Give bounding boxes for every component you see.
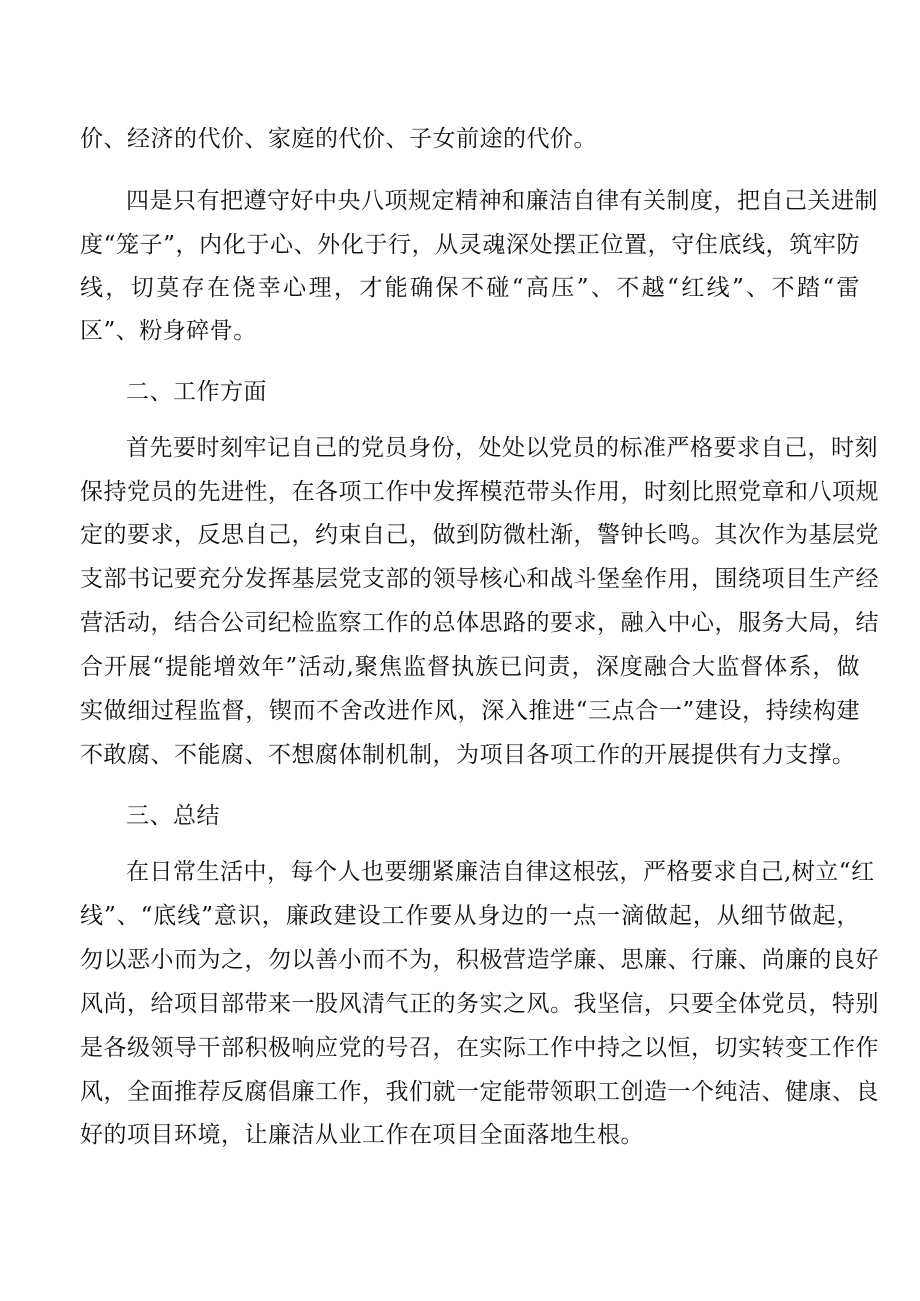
paragraph-line: 风尚，给项目部带来一股风清气正的务实之风。我坚信，只要全体党员，特别 [80,991,879,1017]
paragraph-line: 线”、“底线”意识，廉政建设工作要从身边的一点一滴做起，从细节做起， [80,903,860,929]
paragraph-line: 勿以恶小而为之，勿以善小而不为，积极营造学廉、思廉、行廉、尚廉的良好 [80,947,879,973]
section-heading: 二、工作方面 [126,379,267,405]
paragraph-line: 保持党员的先进性，在各项工作中发挥模范带头作用，时刻比照党章和八项规 [80,479,879,505]
paragraph-line: 定的要求，反思自己，约束自己，做到防微杜渐，警钟长鸣。其次作为基层党 [80,522,879,548]
paragraph-line: 首先要时刻牢记自己的党员身份，处处以党员的标准严格要求自己，时刻 [126,435,878,461]
paragraph-line: 是各级领导干部积极响应党的号召，在实际工作中持之以恒，切实转变工作作 [80,1035,879,1061]
paragraph-line: 在日常生活中，每个人也要绷紧廉洁自律这根弦，严格要求自己,树立“红 [126,859,875,885]
paragraph-line: 营活动，结合公司纪检监察工作的总体思路的要求，融入中心，服务大局，结 [80,610,879,636]
paragraph-line: 区”、粉身碎骨。 [80,318,257,344]
section-heading: 三、总结 [126,803,220,829]
paragraph-line: 度“笼子”，内化于心、外化于行，从灵魂深处摆正位置，守住底线，筑牢防 [80,232,860,258]
paragraph-line: 价、经济的代价、家庭的代价、子女前途的代价。 [80,126,597,152]
paragraph-line: 支部书记要充分发挥基层党支部的领导核心和战斗堡垒作用，围绕项目生产经 [80,566,879,592]
paragraph-line: 实做细过程监督，锲而不舍改进作风，深入推进“三点合一”建设，持续构建 [80,698,860,724]
paragraph-line: 不敢腐、不能腐、不想腐体制机制，为项目各项工作的开展提供有力支撑。 [80,742,856,768]
paragraph-line: 好的项目环境，让廉洁从业工作在项目全面落地生根。 [80,1122,644,1148]
paragraph-line: 线，切莫存在侥幸心理，才能确保不碰“高压”、不越“红线”、不踏“雷 [80,275,860,301]
paragraph-line: 合开展“提能增效年”活动,聚焦监督执族已问责，深度融合大监督体系，做 [80,654,860,680]
paragraph-line: 四是只有把遵守好中央八项规定精神和廉洁自律有关制度，把自己关进制 [126,188,878,214]
paragraph-line: 风，全面推荐反腐倡廉工作，我们就一定能带领职工创造一个纯洁、健康、良 [80,1079,879,1105]
